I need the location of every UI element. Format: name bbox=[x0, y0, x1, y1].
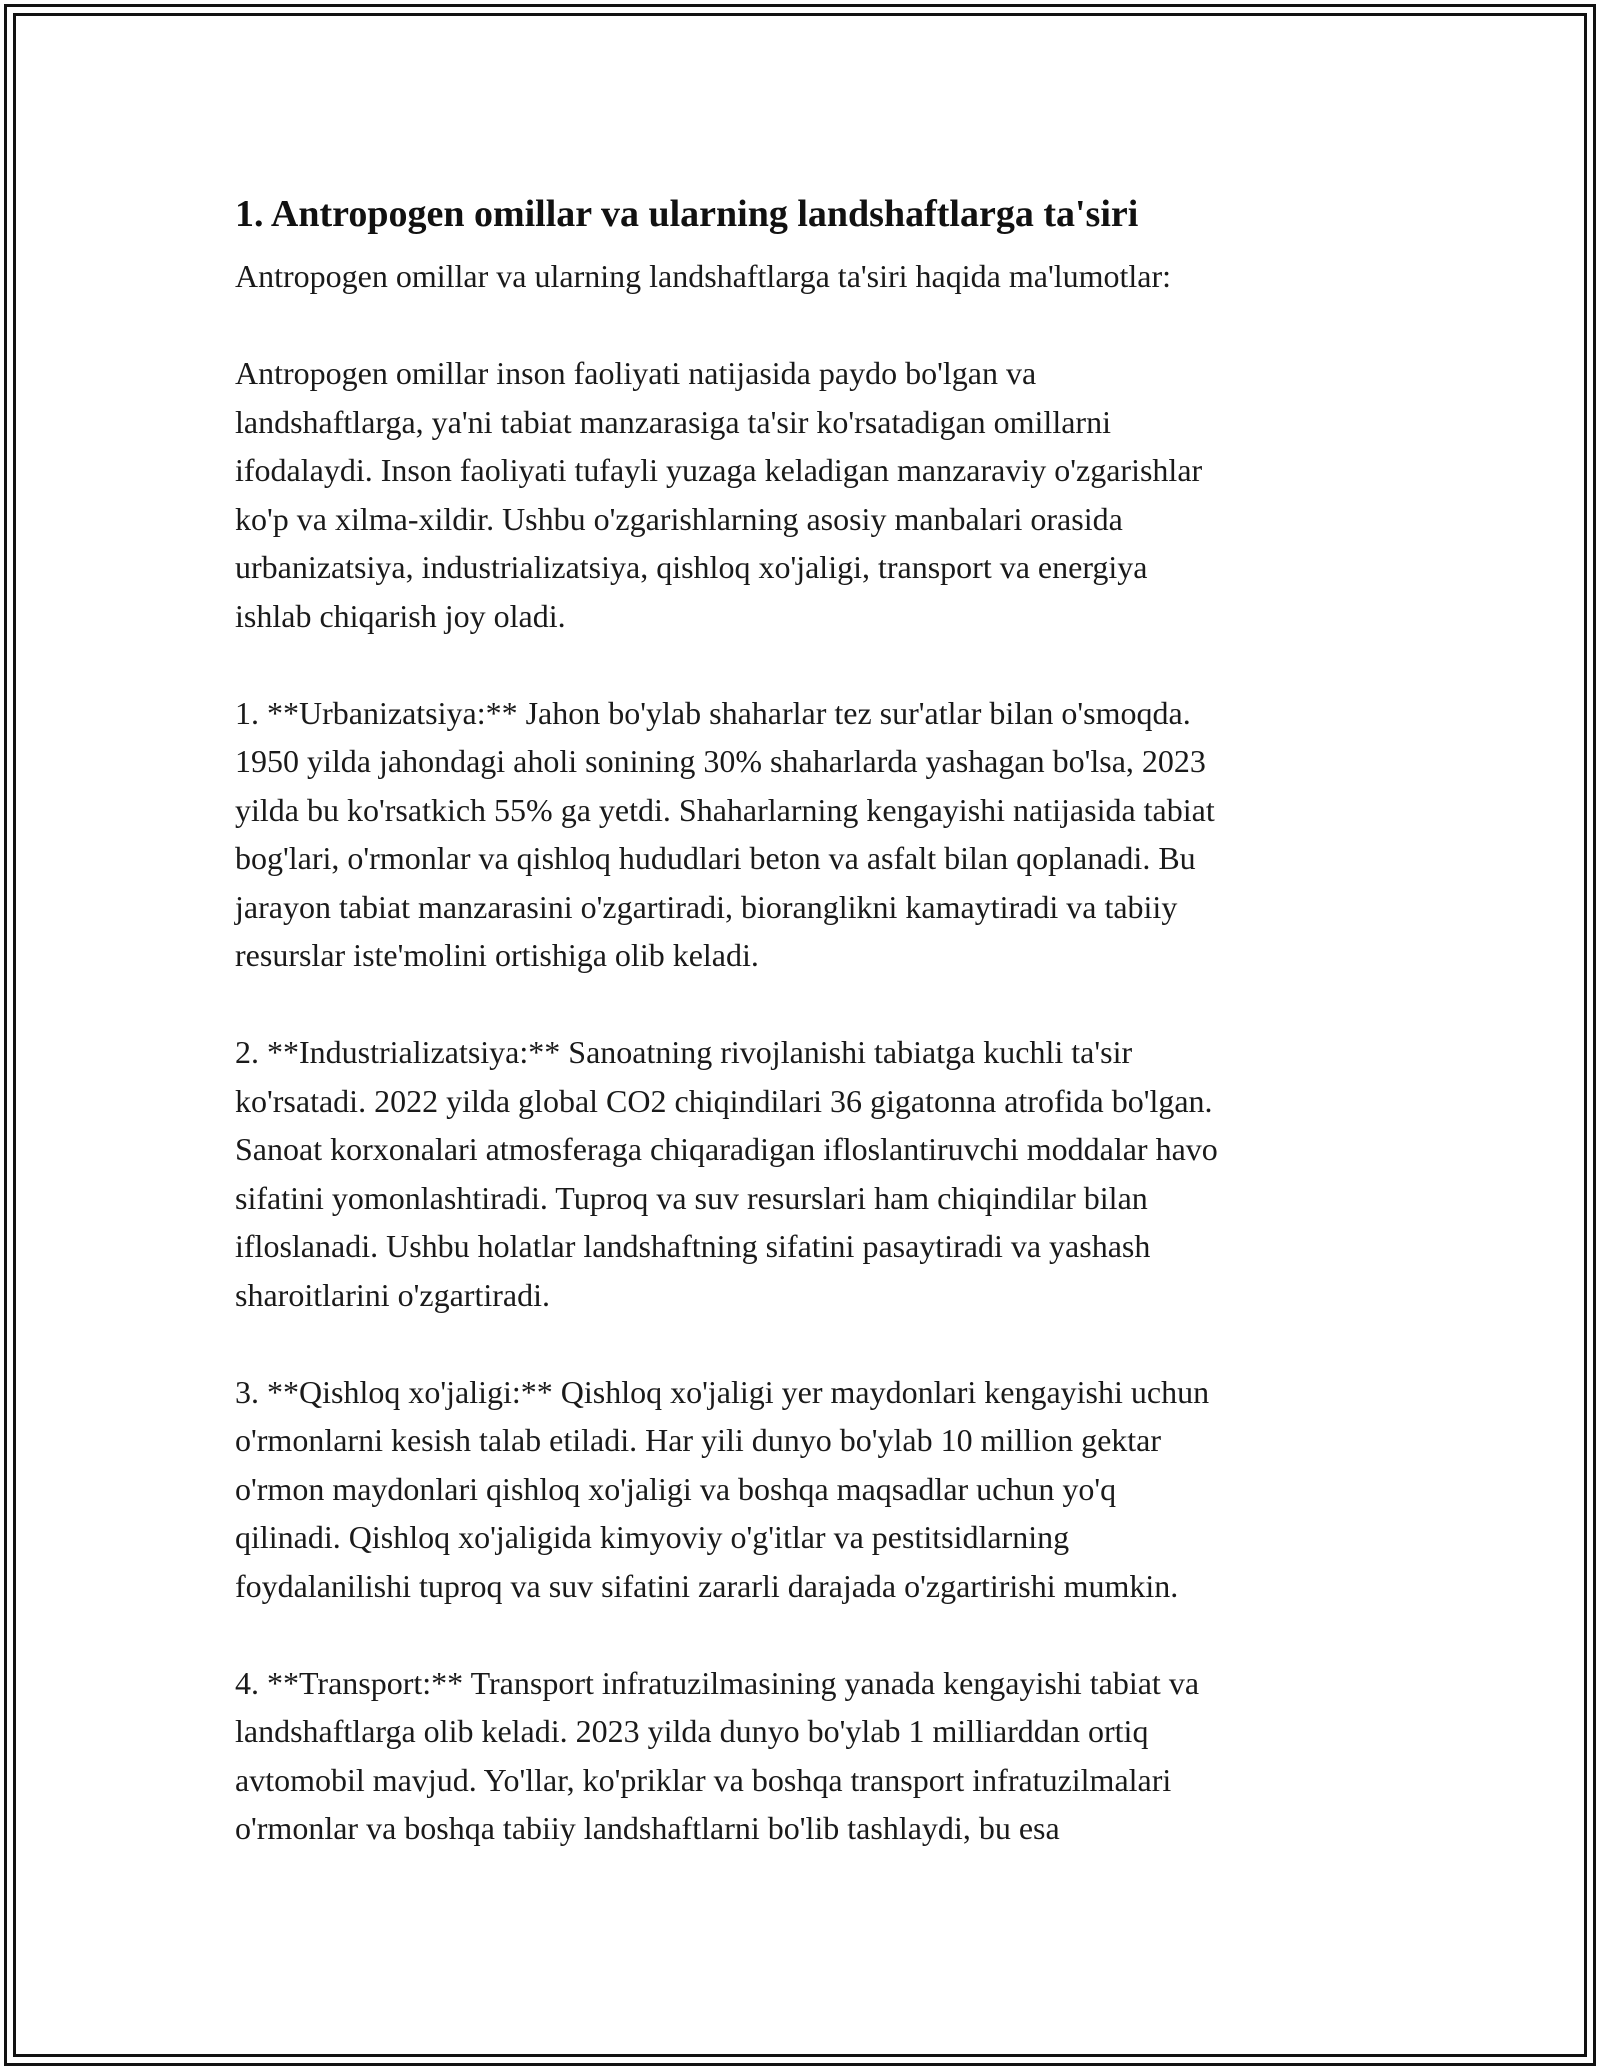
text-line: bog'lari, o'rmonlar va qishloq hududlari beton va asfalt bilan qoplanadi. Bu bbox=[235, 840, 1196, 876]
document-title: 1. Antropogen omillar va ularning landshaftlarga ta'siri bbox=[235, 193, 1139, 235]
text-line: resurslar iste'molini ortishiga olib keladi. bbox=[235, 937, 759, 973]
text-line: o'rmonlarni kesish talab etiladi. Har yili dunyo bo'ylab 10 million gektar bbox=[235, 1422, 1162, 1458]
document-body bbox=[235, 186, 1375, 1901]
text-line: 3. **Qishloq xo'jaligi:** Qishloq xo'jaligi yer maydonlari kengayishi uchun bbox=[235, 1373, 1210, 1410]
text-line: o'rmon maydonlari qishloq xo'jaligi va boshqa maqsadlar uchun yo'q bbox=[235, 1470, 1117, 1507]
text-line: o'rmonlar va boshqa tabiiy landshaftlarni bo'lib tashlaydi, bu esa bbox=[235, 1810, 1060, 1846]
text-line: landshaftlarga olib keladi. 2023 yilda dunyo bo'ylab 1 milliarddan ortiq bbox=[235, 1713, 1149, 1749]
paragraph-transport bbox=[235, 1659, 1375, 1853]
text-line: 2. **Industrializatsiya:** Sanoatning rivojlanishi tabiatga kuchli ta'sir bbox=[235, 1034, 1133, 1070]
text-line: ko'p va xilma-xildir. Ushbu o'zgarishlarning asosiy manbalari orasida bbox=[235, 500, 1123, 537]
text-line: ishlab chiqarish joy oladi. bbox=[235, 597, 566, 634]
text-line: urbanizatsiya, industrializatsiya, qishloq xo'jaligi, transport va energiya bbox=[235, 549, 1148, 585]
text-line: landshaftlarga, ya'ni tabiat manzarasiga ta'sir ko'rsatadigan omillarni bbox=[235, 403, 1111, 440]
text-line: sifatini yomonlashtiradi. Tuproq va suv resurslari ham chiqindilar bilan bbox=[235, 1179, 1148, 1216]
text-line: ifodalaydi. Inson faoliyati tufayli yuzaga keladigan manzaraviy o'zgarishlar bbox=[235, 452, 1203, 488]
text-line: 4. **Transport:** Transport infratuzilmasining yanada kengayishi tabiat va bbox=[235, 1664, 1200, 1701]
text-line: qilinadi. Qishloq xo'jaligida kimyoviy o'g'itlar va pestitsidlarning bbox=[235, 1519, 1070, 1555]
text-line: 1. **Urbanizatsiya:** Jahon bo'ylab shaharlar tez sur'atlar bilan o'smoqda. bbox=[235, 694, 1191, 731]
text-line: ifloslanadi. Ushbu holatlar landshaftning sifatini pasaytiradi va yashash bbox=[235, 1228, 1151, 1264]
paragraph-agriculture bbox=[235, 1368, 1375, 1611]
paragraph-intro bbox=[235, 252, 1375, 301]
paragraph-urbanization bbox=[235, 689, 1375, 980]
paragraph-industrialization bbox=[235, 1028, 1375, 1319]
text-line: sharoitlarini o'zgartiradi. bbox=[235, 1276, 550, 1313]
text-line: Antropogen omillar inson faoliyati natijasida paydo bo'lgan va bbox=[235, 355, 1037, 391]
text-line: Antropogen omillar va ularning landshaftlarga ta'siri haqida ma'lumotlar: bbox=[235, 258, 1172, 294]
text-line: 1950 yilda jahondagi aholi sonining 30% shaharlarda yashagan bo'lsa, 2023 bbox=[235, 743, 1206, 779]
paragraph-definition bbox=[235, 349, 1375, 640]
text-line: ko'rsatadi. 2022 yilda global CO2 chiqindilari 36 gigatonna atrofida bo'lgan. bbox=[235, 1082, 1213, 1119]
text-line: foydalanilishi tuproq va suv sifatini zararli darajada o'zgartirishi mumkin. bbox=[235, 1567, 1179, 1604]
text-line: Sanoat korxonalari atmosferaga chiqaradigan ifloslantiruvchi moddalar havo bbox=[235, 1131, 1218, 1167]
text-line: jarayon tabiat manzarasini o'zgartiradi, bioranglikni kamaytiradi va tabiiy bbox=[235, 888, 1178, 925]
text-line: yilda bu ko'rsatkich 55% ga yetdi. Shaharlarning kengayishi natijasida tabiat bbox=[235, 791, 1215, 828]
text-line: avtomobil mavjud. Yo'llar, ko'priklar va boshqa transport infratuzilmalari bbox=[235, 1761, 1172, 1798]
